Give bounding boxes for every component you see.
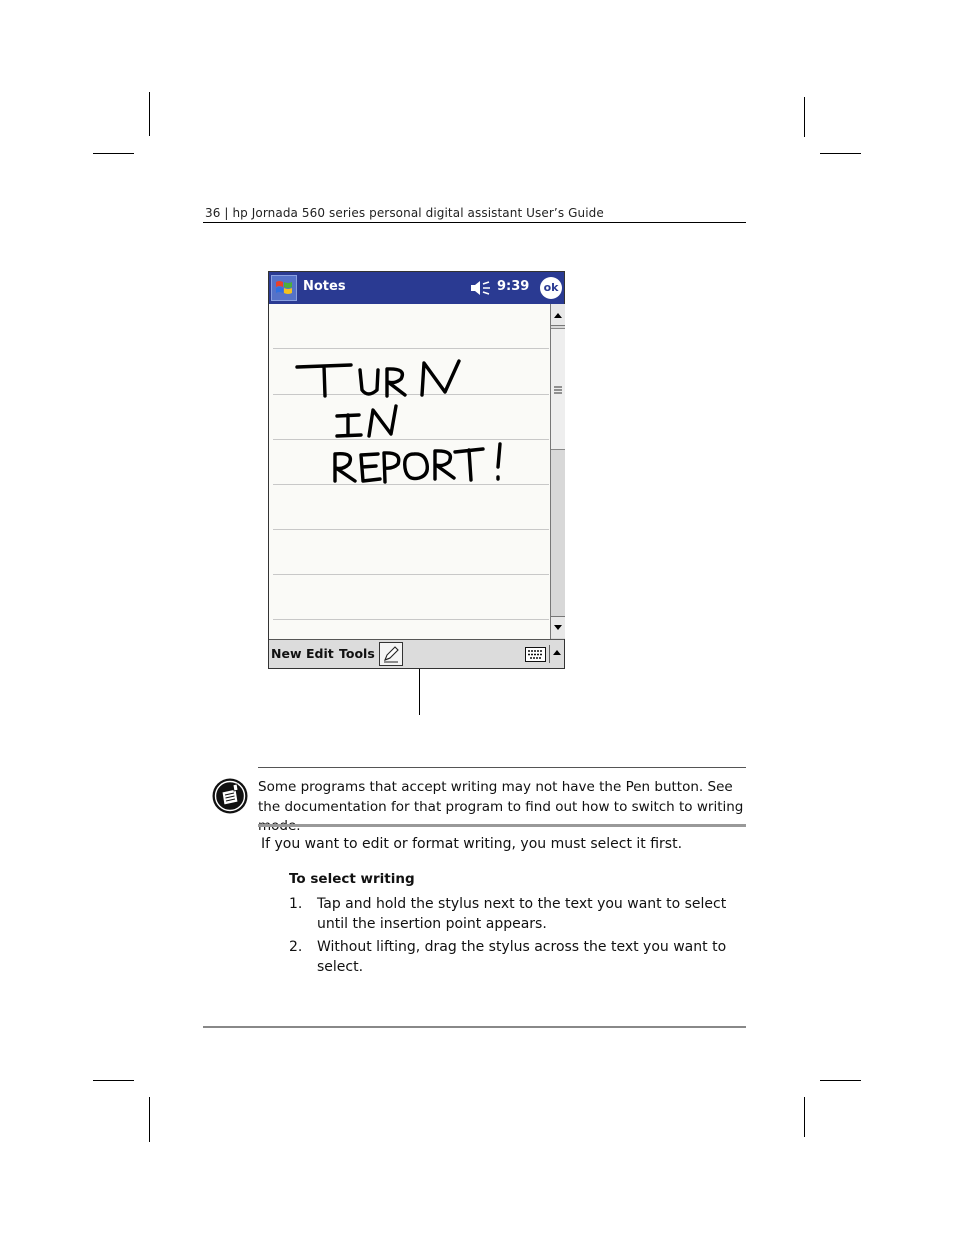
step-text: Without lifting, drag the stylus across the text you want to select. — [317, 939, 727, 975]
scroll-thumb[interactable] — [551, 328, 565, 450]
menu-new[interactable]: New — [271, 646, 302, 661]
title-bar — [269, 272, 564, 304]
crop-mark — [804, 1097, 805, 1137]
crop-mark — [149, 92, 150, 136]
handwriting-ink — [269, 304, 550, 639]
menu-edit[interactable]: Edit — [306, 646, 334, 661]
writing-area[interactable] — [269, 304, 550, 639]
grip-icon — [551, 329, 565, 451]
arrow-down-icon — [551, 617, 565, 639]
note-rule-bottom — [258, 824, 746, 827]
running-head: 36 | hp Jornada 560 series personal digital assistant User’s Guide — [205, 206, 604, 220]
crop-mark — [149, 1097, 150, 1142]
ok-button[interactable]: ok — [540, 277, 562, 299]
vertical-scrollbar[interactable] — [550, 304, 565, 639]
step-number: 1. — [289, 896, 303, 912]
windows-flag-icon — [274, 278, 294, 298]
start-button[interactable] — [271, 275, 297, 301]
crop-mark — [93, 1080, 134, 1081]
scroll-down-button[interactable] — [551, 616, 565, 638]
crop-mark — [820, 1080, 861, 1081]
procedure-heading: To select writing — [289, 871, 415, 887]
clock[interactable]: 9:39 — [497, 279, 530, 294]
crop-mark — [93, 153, 134, 154]
pen-icon — [380, 643, 402, 665]
body-paragraph: If you want to edit or format writing, you must select it first. — [261, 836, 683, 852]
step-number: 2. — [289, 939, 303, 955]
pen-button[interactable] — [379, 642, 403, 666]
footer-rule — [203, 1026, 746, 1028]
crop-mark — [804, 97, 805, 137]
list-item — [289, 938, 749, 977]
callout-line — [419, 669, 420, 715]
note-text: Some programs that accept writing may not have the Pen button. See the documentation for that program to find out how to switch to writing — [258, 779, 744, 815]
procedure-steps — [289, 895, 749, 981]
menu-tools[interactable]: Tools — [339, 646, 375, 661]
command-bar — [269, 639, 564, 668]
notes-screen — [268, 271, 565, 669]
input-panel-arrow-icon[interactable] — [549, 645, 563, 663]
keyboard-icon[interactable] — [525, 647, 546, 662]
crop-mark — [820, 153, 861, 154]
note-rule-top — [258, 767, 746, 768]
app-title: Notes — [303, 279, 346, 294]
speaker-icon[interactable] — [470, 280, 492, 296]
note-icon — [211, 777, 249, 815]
scroll-up-button[interactable] — [551, 304, 565, 326]
arrow-up-icon — [551, 304, 565, 326]
step-text: Tap and hold the stylus next to the text you want to select until the insertion point appears. — [317, 896, 727, 932]
header-rule — [203, 222, 746, 223]
list-item — [289, 895, 749, 934]
